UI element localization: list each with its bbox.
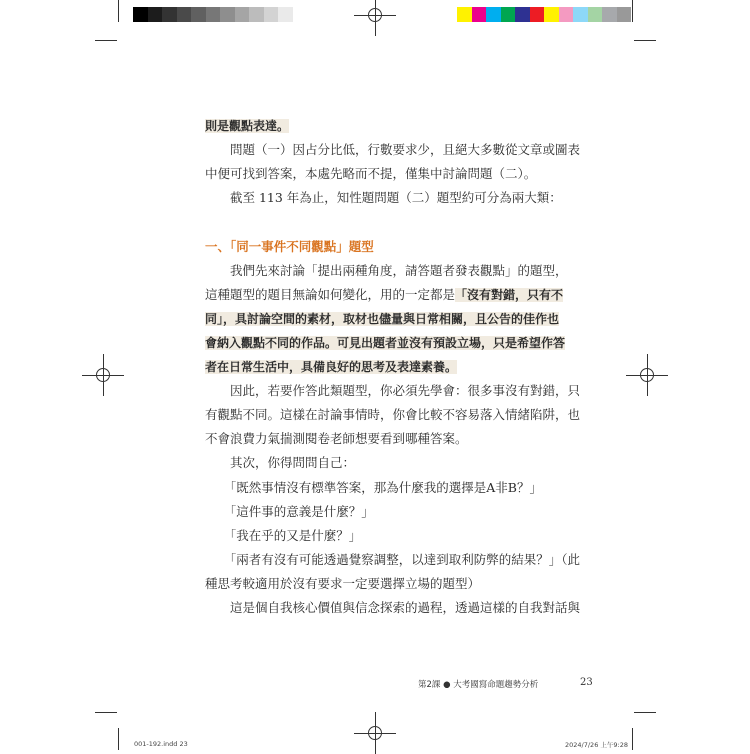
text-line	[205, 548, 581, 572]
text-line	[205, 403, 581, 427]
grayscale-swatch	[264, 7, 279, 22]
text-line	[205, 307, 570, 331]
color-swatch	[573, 7, 588, 22]
color-swatch	[602, 7, 617, 22]
highlighted-text: 同」，具討論空間的素材，取材也儘量與日常相關，且公告的佳作也	[205, 311, 560, 326]
text-line	[205, 572, 570, 596]
text-line	[205, 259, 570, 283]
section-heading: 一、「同一事件不同觀點」題型	[205, 238, 374, 254]
text-span: 種思考較適用於沒有要求一定要選擇立場的題型）	[205, 575, 481, 591]
highlighted-text: 「沒有對錯，只有不	[455, 287, 564, 302]
color-swatch	[501, 7, 516, 22]
color-bar	[457, 7, 631, 22]
page-number: 23	[580, 677, 593, 688]
color-swatch	[457, 7, 472, 22]
text-span: 因此，若要作答此類題型，你必須先學會：很多事沒有對錯，只	[205, 383, 581, 399]
text-span: 其次，你得問問自己：	[205, 455, 356, 471]
grayscale-swatch	[177, 7, 192, 22]
text-line	[205, 451, 570, 475]
highlighted-text: 者在日常生活中，具備良好的思考及表達素養。	[205, 360, 458, 374]
grayscale-bar	[133, 7, 293, 22]
highlighted-text: 會納入觀點不同的作品。可見出題者並沒有預設立場，只是希望作答	[205, 335, 566, 350]
grayscale-swatch	[206, 7, 221, 22]
text-line	[205, 186, 570, 210]
text-line	[205, 235, 570, 259]
chapter-title: 第2課 ● 大考國寫命題趨勢分析	[418, 680, 539, 690]
crop-mark	[118, 0, 119, 22]
text-span: 我們先來討論「提出兩種角度，請答題者發表觀點」的題型，	[205, 262, 568, 278]
crop-mark	[632, 728, 633, 750]
text-line	[205, 355, 570, 379]
text-line	[205, 524, 570, 548]
color-swatch	[472, 7, 487, 22]
registration-mark-bottom	[362, 720, 388, 746]
text-line	[205, 427, 570, 451]
highlighted-text: 則是觀點表達。	[205, 119, 290, 133]
grayscale-swatch	[191, 7, 206, 22]
text-line	[205, 476, 570, 500]
text-line	[205, 596, 581, 620]
color-swatch	[588, 7, 603, 22]
grayscale-swatch	[162, 7, 177, 22]
text-line	[205, 283, 570, 307]
text-span: 這是個自我核心價值與信念探索的過程，透過這樣的自我對話與	[205, 600, 581, 615]
text-span: 中便可找到答案，本處先略而不提，僅集中討論問題（二）。	[205, 166, 537, 182]
text-line	[205, 138, 581, 162]
grayscale-swatch	[148, 7, 163, 22]
color-swatch	[515, 7, 530, 22]
text-span: 有觀點不同。這樣在討論事情時，你會比較不容易落入情緒陷阱，也	[205, 407, 581, 423]
crop-mark	[95, 40, 117, 41]
text-line	[205, 500, 570, 524]
color-swatch	[617, 7, 632, 22]
text-span: 「兩者有沒有可能透過覺察調整，以達到取利防弊的結果？」（此	[205, 551, 581, 567]
text-line	[205, 114, 570, 138]
grayscale-swatch	[235, 7, 250, 22]
grayscale-swatch	[249, 7, 264, 22]
grayscale-swatch	[278, 7, 293, 22]
registration-mark-left	[90, 362, 116, 388]
crop-mark	[634, 40, 656, 41]
registration-mark-top	[362, 2, 388, 28]
grayscale-swatch	[133, 7, 148, 22]
text-span: 「這件事的意義是什麼？」	[205, 503, 374, 519]
crop-mark	[634, 712, 656, 713]
running-footer	[418, 678, 538, 690]
crop-mark	[95, 712, 117, 713]
slug-file: 001-192.indd 23	[134, 740, 188, 748]
text-span: 問題（一）因占分比低，行數要求少，且絕大多數從文章或圖表	[205, 142, 581, 158]
color-swatch	[544, 7, 559, 22]
text-span: 截至 113 年為止，知性題問題（二）題型約可分為兩大類：	[205, 190, 562, 206]
text-line	[205, 331, 570, 355]
text-span: 這種題型的題目無論如何變化，用的一定都是	[205, 286, 456, 302]
grayscale-swatch	[220, 7, 235, 22]
crop-mark	[118, 728, 119, 750]
color-swatch	[559, 7, 574, 22]
slug-date: 2024/7/26 上午9:28	[565, 741, 628, 749]
registration-mark-right	[634, 362, 660, 388]
text-line	[205, 162, 570, 186]
color-swatch	[530, 7, 545, 22]
crop-mark	[632, 0, 633, 22]
text-line	[205, 379, 581, 403]
color-swatch	[486, 7, 501, 22]
text-span: 「既然事情沒有標準答案，那為什麼我的選擇是A非B？」	[205, 479, 542, 495]
text-span: 不會浪費力氣揣測閱卷老師想要看到哪種答案。	[205, 431, 468, 447]
text-span: 「我在乎的又是什麼？」	[205, 527, 362, 543]
